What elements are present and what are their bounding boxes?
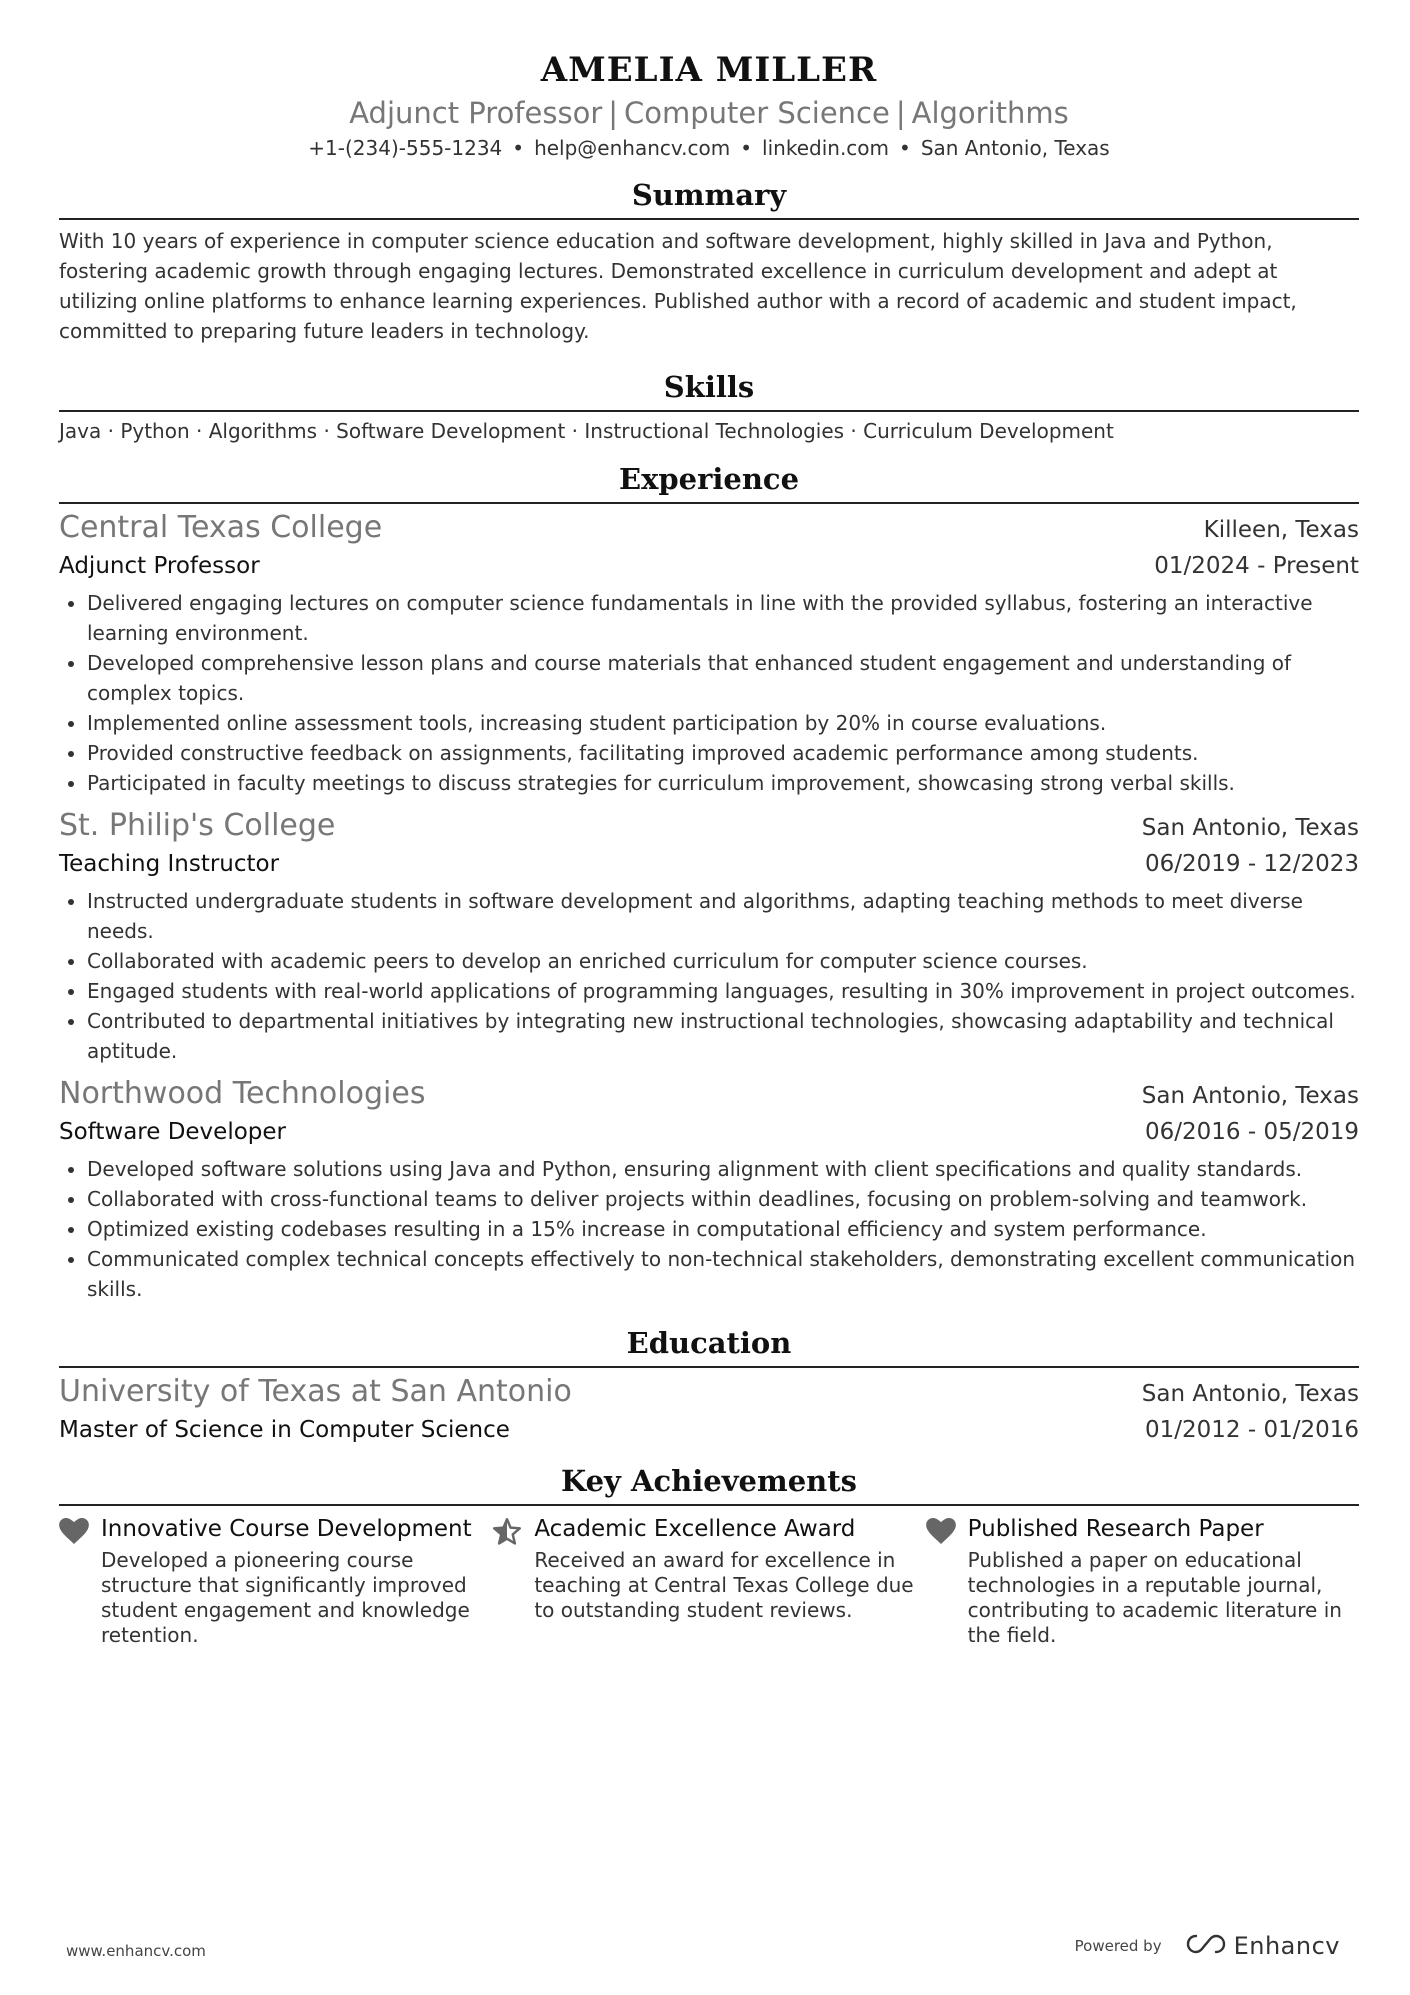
achievement-title: Innovative Course Development [101,1516,472,1542]
job-bullets [59,1154,1359,1304]
school-location: San Antonio, Texas [1141,1381,1359,1407]
school-name: University of Texas at San Antonio [59,1374,572,1409]
list-item: • Engaged students with real-world applications of programming languages, resulting in 30% improvement in project outcomes. [87,976,1359,1006]
list-item: • Developed comprehensive lesson plans and course materials that enhanced student engagement and understanding of complex topics. [87,648,1359,708]
achievement-description: Received an award for excellence in teaching at Central Texas College due to outstanding student reviews. [534,1548,914,1622]
experience-section [59,460,1359,1304]
achievements-grid [59,1512,1359,1648]
headline-part: Adjunct Professor [349,96,603,130]
star-icon [492,1512,534,1648]
section-divider [59,410,1359,412]
job-title: Adjunct Professor [59,553,260,579]
list-item: • Developed software solutions using Java and Python, ensuring alignment with client specifications and quality standards. [87,1154,1359,1184]
heart-icon [59,1512,101,1648]
list-item: • Collaborated with academic peers to develop an enriched curriculum for computer science courses. [87,946,1359,976]
heart-icon [926,1512,968,1648]
contact-separator: • [740,136,753,160]
company-name: Northwood Technologies [59,1076,426,1111]
job-location: San Antonio, Texas [1141,815,1359,841]
list-item: • Collaborated with cross-functional teams to deliver projects within deadlines, focusing on problem-solving and teamwork. [87,1184,1359,1214]
skills-section [59,368,1359,446]
location: San Antonio, Texas [920,136,1110,160]
job-entry [59,806,1359,1066]
list-item: • Provided constructive feedback on assignments, facilitating improved academic performance among students. [87,738,1359,768]
job-dates: 06/2016 - 05/2019 [1144,1119,1359,1145]
job-location: San Antonio, Texas [1141,1083,1359,1109]
job-dates: 06/2019 - 12/2023 [1144,851,1359,877]
candidate-name: AMELIA MILLER [540,50,878,90]
section-title-summary: Summary [631,178,787,212]
brand-name[interactable]: Enhancv [1233,1932,1340,1960]
headline [59,94,1359,132]
section-divider [59,218,1359,220]
phone[interactable]: +1-(234)-555-1234 [308,136,503,160]
section-divider [59,1504,1359,1506]
section-title-education: Education [626,1326,792,1360]
list-item: • Instructed undergraduate students in software development and algorithms, adapting teaching methods to meet diverse needs. [87,886,1359,946]
headline-part: Computer Science [624,96,890,130]
linkedin-link[interactable]: linkedin.com [762,136,890,160]
list-item: • Participated in faculty meetings to discuss strategies for curriculum improvement, showcasing strong verbal skills. [87,768,1359,798]
list-item: • Optimized existing codebases resulting in a 15% increase in computational efficiency and system performance. [87,1214,1359,1244]
enhancv-logo-icon [1186,1933,1226,1959]
summary-text: With 10 years of experience in computer science education and software development, highly skilled in Java and Python, fostering academic growth through engaging lectures. Demonstrated excellence in curriculum development and adept at utilizing online platforms to enhance learning experiences. Published author with a record of academic and student impact, committed to preparing future leaders in technology. [59,229,1297,343]
achievement-item [926,1512,1359,1648]
achievement-description: Developed a pioneering course structure that significantly improved student engagement and knowledge retention. [101,1548,470,1647]
job-title: Teaching Instructor [59,851,280,877]
section-title-skills: Skills [663,370,755,404]
degree: Master of Science in Computer Science [59,1417,510,1443]
list-item: • Implemented online assessment tools, increasing student participation by 20% in course evaluations. [87,708,1359,738]
achievement-description: Published a paper on educational technologies in a reputable journal, contributing to academic literature in the field. [967,1548,1342,1647]
list-item: • Delivered engaging lectures on computer science fundamentals in line with the provided syllabus, fostering an interactive learning environment. [87,588,1359,648]
education-entry [59,1372,1359,1448]
achievements-section [59,1462,1359,1648]
job-location: Killeen, Texas [1203,517,1359,543]
headline-separator: | [608,96,619,130]
education-dates: 01/2012 - 01/2016 [1144,1417,1359,1443]
email-link[interactable]: help@enhancv.com [534,136,731,160]
resume-page [59,0,1359,1648]
achievement-item [492,1512,925,1648]
section-title-experience: Experience [618,462,800,496]
achievement-title: Academic Excellence Award [534,1516,856,1542]
company-name: Central Texas College [59,510,383,545]
footer-website[interactable]: www.enhancv.com [66,1942,206,1960]
job-bullets [59,886,1359,1066]
summary-section [59,176,1359,346]
section-divider [59,1366,1359,1368]
footer-branding [1075,1932,1340,1960]
section-title-achievements: Key Achievements [561,1464,857,1498]
section-divider [59,502,1359,504]
achievement-title: Published Research Paper [967,1516,1264,1542]
contact-line [59,134,1359,162]
job-title: Software Developer [59,1119,286,1145]
job-entry [59,1074,1359,1304]
headline-separator: | [895,96,906,130]
powered-by-label: Powered by [1074,1937,1162,1955]
education-section [59,1324,1359,1448]
company-name: St. Philip's College [59,808,336,843]
headline-part: Algorithms [911,96,1069,130]
job-bullets [59,588,1359,798]
achievement-item [59,1512,492,1648]
list-item: • Contributed to departmental initiatives by integrating new instructional technologies, showcasing adaptability and technical aptitude. [87,1006,1359,1066]
contact-separator: • [899,136,911,160]
contact-separator: • [512,136,525,160]
job-entry [59,508,1359,798]
list-item: • Communicated complex technical concepts effectively to non-technical stakeholders, demonstrating excellent communication skills. [87,1244,1359,1304]
skills-list: Java · Python · Algorithms · Software Development · Instructional Technologies · Curriculum Development [59,419,1114,443]
job-dates: 01/2024 - Present [1154,553,1359,579]
